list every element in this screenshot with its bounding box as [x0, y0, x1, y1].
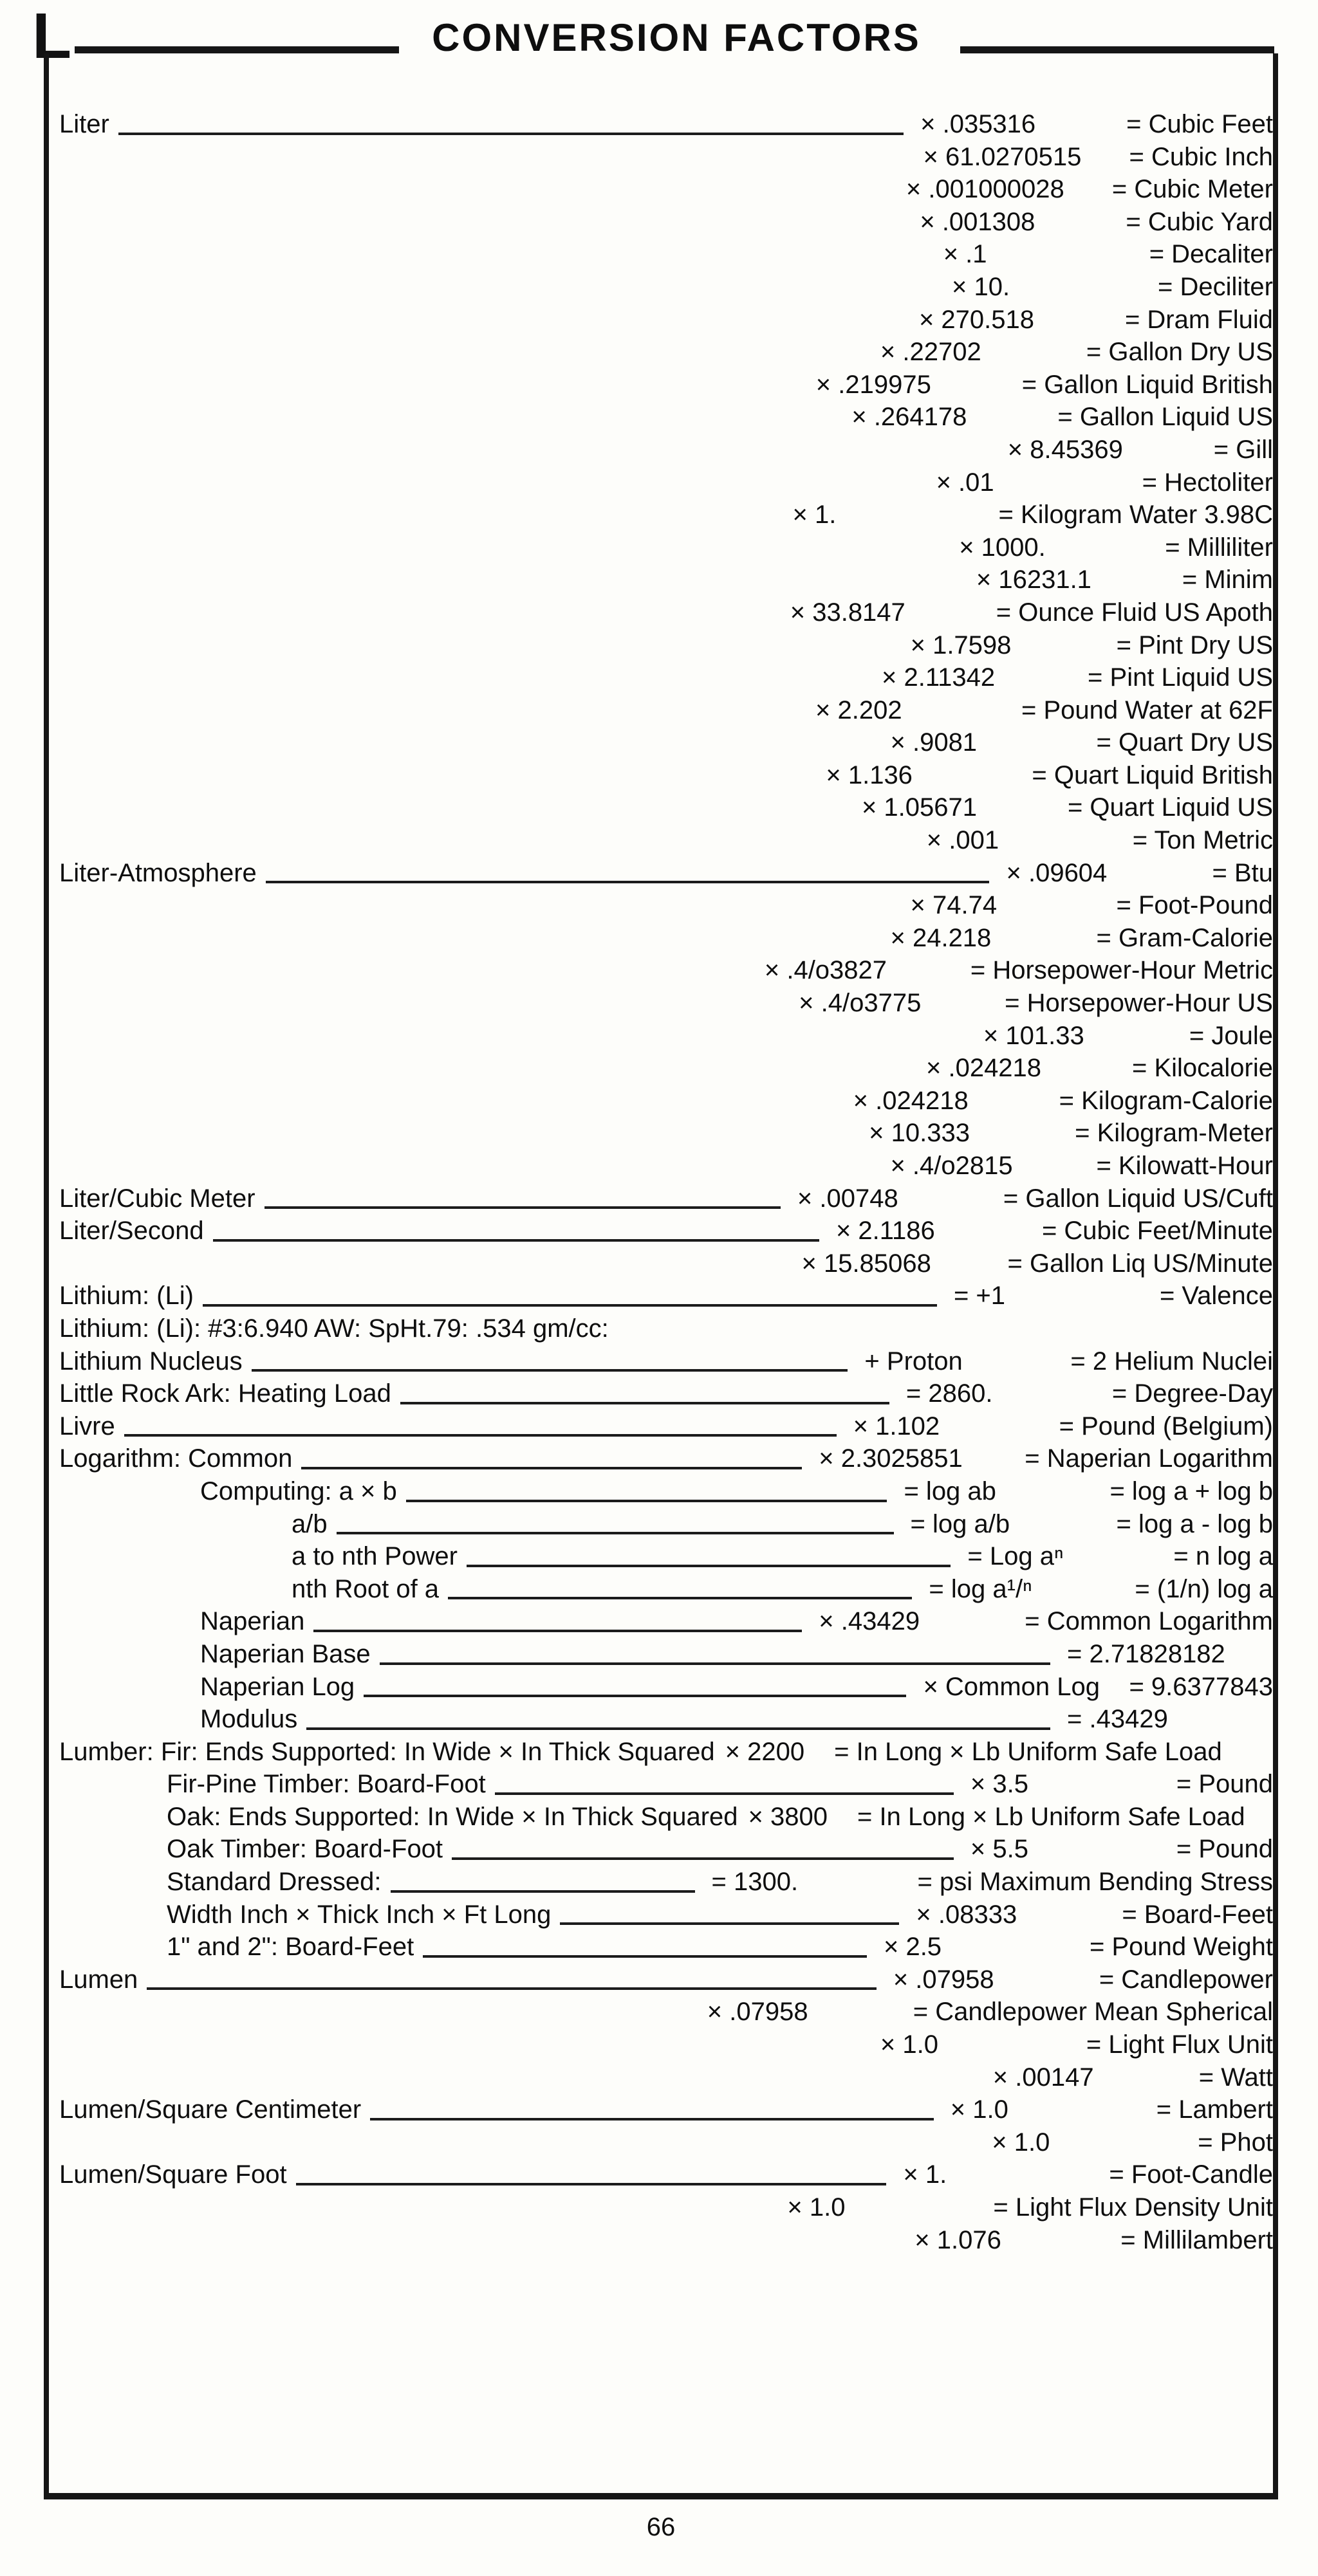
- row-factor: = +1: [953, 1282, 1006, 1311]
- row-result: = Cubic Feet: [1126, 110, 1273, 138]
- row-factor: = log a/b: [910, 1509, 1010, 1538]
- row-result: = Pint Dry US: [1116, 630, 1273, 659]
- table-row: [49, 1671, 1273, 1704]
- table-row: [49, 336, 1273, 369]
- table-row: [49, 1150, 1273, 1182]
- row-result: = Phot: [1198, 2128, 1273, 2157]
- row-result: = Ounce Fluid US Apoth: [996, 598, 1273, 627]
- table-row: [49, 499, 1273, 531]
- table-row: [49, 1605, 1273, 1638]
- row-label: Lithium: (Li): #3:6.940 AW: SpHt.79: .534 gm/cc:: [59, 1314, 609, 1343]
- row-factor: × 1.0: [992, 2128, 1050, 2157]
- row-label: a/b: [292, 1509, 328, 1538]
- table-row: [49, 564, 1273, 596]
- row-result: = psi Maximum Bending Stress: [917, 1868, 1273, 1897]
- row-result: = Ton Metric: [1132, 826, 1273, 855]
- row-label: Little Rock Ark: Heating Load: [59, 1379, 391, 1408]
- row-label: nth Root of a: [292, 1574, 440, 1603]
- row-result: = Kilowatt-Hour: [1096, 1152, 1273, 1180]
- row-result: = Pound Water at 62F: [1021, 695, 1273, 724]
- table-row: [49, 1377, 1273, 1410]
- row-label: Oak: Ends Supported: In Wide × In Thick Squared: [167, 1802, 738, 1831]
- row-label: Lumen: [59, 1965, 138, 1994]
- table-row: [49, 726, 1273, 759]
- row-factor: × 61.0270515: [923, 142, 1082, 171]
- row-result: = Quart Dry US: [1096, 728, 1273, 757]
- table-row: [49, 2224, 1273, 2257]
- row-label: Standard Dressed:: [167, 1868, 382, 1897]
- row-factor: × 10.: [952, 272, 1010, 301]
- table-row: [49, 1085, 1273, 1118]
- row-factor: × .024218: [853, 1086, 969, 1115]
- letter-tab: L: [32, 0, 72, 72]
- row-factor: × .00147: [992, 2063, 1094, 2092]
- table-row: [49, 2061, 1273, 2094]
- row-factor: × 1.102: [853, 1412, 940, 1440]
- row-factor: + Proton: [864, 1347, 963, 1375]
- table-row: [49, 2158, 1273, 2191]
- row-result: = Cubic Feet/Minute: [1041, 1217, 1273, 1246]
- leader-line: [306, 1727, 1050, 1730]
- row-factor: × 2200: [725, 1737, 805, 1766]
- table-row: [49, 1736, 1273, 1769]
- row-result: = Candlepower: [1099, 1965, 1273, 1994]
- row-result: = Light Flux Unit: [1086, 2030, 1273, 2059]
- table-row: [49, 1247, 1273, 1280]
- leader-line: [118, 133, 904, 135]
- row-factor: × 1.7598: [910, 630, 1012, 659]
- row-factor: = 2.71828182: [1067, 1639, 1225, 1668]
- row-result: = log a + log b: [1109, 1477, 1273, 1505]
- table-row: [49, 889, 1273, 922]
- table-row: [49, 629, 1273, 662]
- row-label: Lithium: (Li): [59, 1282, 194, 1311]
- row-label: Logarithm: Common: [59, 1444, 293, 1473]
- row-result: = Foot-Candle: [1109, 2160, 1273, 2189]
- row-label: Liter-Atmosphere: [59, 858, 257, 887]
- row-label: Width Inch × Thick Inch × Ft Long: [167, 1900, 552, 1929]
- row-result: = 9.6377843: [1129, 1672, 1273, 1701]
- row-result: = Kilogram-Calorie: [1059, 1086, 1273, 1115]
- row-factor: × 15.85068: [801, 1249, 931, 1278]
- table-row: [49, 108, 1273, 141]
- row-label: Naperian: [200, 1607, 305, 1636]
- table-row: [49, 369, 1273, 401]
- row-result: = In Long × Lb Uniform Safe Load: [834, 1737, 1222, 1766]
- row-result: = Board-Feet: [1122, 1900, 1273, 1929]
- row-factor: × 1.05671: [861, 793, 977, 822]
- row-result: = Candlepower Mean Spherical: [913, 1998, 1273, 2027]
- row-factor: × 10.333: [869, 1119, 970, 1148]
- table-row: [49, 271, 1273, 304]
- row-factor: × .035316: [920, 110, 1036, 138]
- table-row: [49, 141, 1273, 174]
- leader-line: [452, 1857, 954, 1860]
- row-factor: × 16231.1: [976, 566, 1091, 594]
- leader-line: [380, 1662, 1050, 1665]
- row-factor: × 1.: [792, 501, 837, 529]
- row-result: = Watt: [1198, 2063, 1273, 2092]
- row-result: = Common Logarithm: [1025, 1607, 1273, 1636]
- row-factor: × 2.1186: [835, 1217, 935, 1246]
- row-factor: × 33.8147: [790, 598, 905, 627]
- row-label: Lumen/Square Foot: [59, 2160, 287, 2189]
- row-result: = In Long × Lb Uniform Safe Load: [857, 1802, 1245, 1831]
- leader-line: [467, 1565, 951, 1567]
- table-row: [49, 238, 1273, 271]
- row-label: Liter/Cubic Meter: [59, 1184, 255, 1213]
- row-factor: × .00748: [797, 1184, 898, 1213]
- row-factor: × 2.202: [815, 695, 902, 724]
- leader-line: [337, 1532, 894, 1534]
- table-row: [49, 1508, 1273, 1541]
- table-row: [49, 1020, 1273, 1053]
- table-row: [49, 531, 1273, 564]
- leader-line: [266, 881, 990, 883]
- row-factor: × .264178: [851, 403, 967, 432]
- leader-line: [124, 1434, 837, 1437]
- leader-line: [364, 1695, 906, 1697]
- leader-line: [448, 1597, 912, 1599]
- row-result: = Millilambert: [1120, 2225, 1273, 2254]
- row-result: = Hectoliter: [1142, 468, 1273, 497]
- table-row: [49, 1117, 1273, 1150]
- row-factor: × Common Log: [923, 1672, 1100, 1701]
- row-label: 1" and 2": Board-Feet: [167, 1933, 414, 1962]
- leader-line: [406, 1500, 887, 1502]
- leader-line: [301, 1467, 802, 1469]
- leader-line: [495, 1792, 954, 1795]
- table-row: [49, 206, 1273, 239]
- row-factor: = Log aⁿ: [967, 1542, 1064, 1571]
- table-row: [49, 1866, 1273, 1899]
- row-result: = Degree-Day: [1111, 1379, 1273, 1408]
- row-result: = Gallon Liquid US: [1057, 403, 1273, 432]
- table-row: [49, 596, 1273, 629]
- table-row: [49, 1182, 1273, 1215]
- table-row: [49, 2093, 1273, 2126]
- row-result: = Light Flux Density Unit: [993, 2193, 1273, 2222]
- row-result: = Quart Liquid US: [1067, 793, 1273, 822]
- row-factor: × 3800: [748, 1802, 828, 1831]
- leader-line: [560, 1922, 899, 1925]
- table-row: [49, 1410, 1273, 1443]
- table-row: [49, 1052, 1273, 1085]
- row-label: Naperian Log: [200, 1672, 355, 1701]
- row-result: = Gram-Calorie: [1096, 923, 1273, 952]
- header-rule-left: [75, 46, 399, 53]
- table-row: [49, 1475, 1273, 1508]
- row-factor: = 1300.: [711, 1868, 799, 1897]
- row-result: = Minim: [1182, 566, 1273, 594]
- row-result: = Cubic Inch: [1129, 142, 1273, 171]
- table-row: [49, 922, 1273, 955]
- table-row: [49, 173, 1273, 206]
- row-result: = Quart Liquid British: [1032, 760, 1273, 789]
- row-factor: × .07958: [707, 1998, 808, 2027]
- leader-line: [313, 1630, 802, 1632]
- row-result: = Foot-Pound: [1116, 891, 1273, 920]
- row-label: Livre: [59, 1412, 115, 1440]
- row-result: = log a - log b: [1116, 1509, 1273, 1538]
- row-result: = Pound Weight: [1089, 1933, 1273, 1962]
- row-result: = 2 Helium Nuclei: [1070, 1347, 1273, 1375]
- row-result: = Horsepower-Hour US: [1005, 989, 1273, 1018]
- leader-line: [296, 2183, 887, 2185]
- row-result: = Naperian Logarithm: [1025, 1444, 1273, 1473]
- table-row: [49, 1312, 1273, 1345]
- row-result: = Pint Liquid US: [1088, 663, 1273, 692]
- header-rule-right: [960, 46, 1274, 53]
- row-result: = Joule: [1189, 1021, 1273, 1050]
- row-factor: × 3.5: [970, 1770, 1028, 1799]
- row-factor: = log ab: [904, 1477, 996, 1505]
- row-factor: × 1000.: [959, 533, 1046, 562]
- row-result: = Valence: [1159, 1282, 1273, 1311]
- table-row: [49, 466, 1273, 499]
- row-label: Modulus: [200, 1705, 298, 1734]
- row-factor: × 5.5: [970, 1835, 1028, 1864]
- table-row: [49, 1833, 1273, 1866]
- row-result: = Gill: [1213, 435, 1273, 464]
- table-row: [49, 987, 1273, 1020]
- row-factor: × 1.0: [880, 2030, 938, 2059]
- row-factor: × .9081: [890, 728, 978, 757]
- page-number: 66: [646, 2513, 676, 2541]
- row-factor: × 101.33: [983, 1021, 1084, 1050]
- row-result: = Decaliter: [1149, 240, 1273, 269]
- row-factor: × 270.518: [918, 305, 1034, 334]
- row-factor: × 8.45369: [1007, 435, 1123, 464]
- row-label: Lumber: Fir: Ends Supported: In Wide × In Thick Squared: [59, 1737, 715, 1766]
- table-row: [49, 694, 1273, 727]
- table-row: [49, 824, 1273, 857]
- row-factor: = 2860.: [905, 1379, 993, 1408]
- row-result: = n log a: [1173, 1542, 1273, 1571]
- row-factor: × 2.3025851: [819, 1444, 963, 1473]
- conversion-table: [49, 108, 1273, 2256]
- row-label: a to nth Power: [292, 1542, 458, 1571]
- row-factor: × .001: [926, 826, 999, 855]
- row-result: = (1/n) log a: [1135, 1574, 1273, 1603]
- row-label: Fir-Pine Timber: Board-Foot: [167, 1770, 486, 1799]
- table-row: [49, 1638, 1273, 1671]
- table-row: [49, 1768, 1273, 1801]
- row-result: = Gallon Dry US: [1086, 338, 1273, 367]
- row-factor: × .07958: [893, 1965, 994, 1994]
- row-result: = Gallon Liquid US/Cuft: [1003, 1184, 1273, 1213]
- table-row: [49, 661, 1273, 694]
- conversion-factors-box: [44, 53, 1278, 2499]
- table-row: [49, 401, 1273, 434]
- row-factor: × 24.218: [890, 923, 992, 952]
- leader-line: [400, 1402, 889, 1404]
- row-factor: × 1.076: [914, 2225, 1001, 2254]
- row-result: = Gallon Liq US/Minute: [1007, 1249, 1273, 1278]
- table-row: [49, 954, 1273, 987]
- leader-line: [265, 1206, 781, 1209]
- row-label: Oak Timber: Board-Foot: [167, 1835, 443, 1864]
- row-result: = Dram Fluid: [1124, 305, 1273, 334]
- table-row: [49, 1801, 1273, 1834]
- table-row: [49, 1931, 1273, 1964]
- table-row: [49, 1280, 1273, 1312]
- row-result: = Horsepower-Hour Metric: [970, 956, 1273, 985]
- row-factor: × .219975: [815, 370, 931, 399]
- table-row: [49, 434, 1273, 466]
- table-row: [49, 1215, 1273, 1247]
- leader-line: [391, 1890, 695, 1893]
- table-row: [49, 1964, 1273, 1996]
- row-factor: × .001308: [920, 207, 1035, 236]
- row-label: Lumen/Square Centimeter: [59, 2095, 362, 2124]
- leader-line: [147, 1987, 877, 1990]
- leader-line: [203, 1304, 937, 1307]
- table-row: [49, 1996, 1273, 2029]
- row-factor: × .09604: [1006, 858, 1108, 887]
- row-factor: × .4/o3827: [764, 956, 887, 985]
- row-label: Computing: a × b: [200, 1477, 397, 1505]
- row-factor: × .22702: [880, 338, 981, 367]
- row-label: Naperian Base: [200, 1639, 371, 1668]
- row-result: = Pound: [1176, 1835, 1273, 1864]
- row-factor: × 1.0: [787, 2193, 846, 2222]
- row-factor: × .4/o2815: [890, 1152, 1013, 1180]
- row-factor: × .01: [936, 468, 994, 497]
- row-result: = Kilogram Water 3.98C: [998, 501, 1273, 529]
- row-result: = Pound (Belgium): [1059, 1412, 1273, 1440]
- leader-line: [252, 1369, 848, 1372]
- row-result: = Cubic Yard: [1126, 207, 1273, 236]
- table-row: [49, 1540, 1273, 1573]
- leader-line: [370, 2118, 934, 2121]
- leader-line: [213, 1239, 819, 1242]
- leader-line: [423, 1955, 867, 1958]
- row-factor: × .43429: [819, 1607, 920, 1636]
- row-factor: × .001000028: [905, 175, 1064, 204]
- row-factor: × 1.136: [826, 760, 913, 789]
- row-factor: × .1: [943, 240, 987, 269]
- row-label: Lithium Nucleus: [59, 1347, 243, 1375]
- row-factor: × 1.: [903, 2160, 947, 2189]
- table-row: [49, 1899, 1273, 1931]
- page-title: CONVERSION FACTORS: [432, 16, 921, 59]
- row-factor: × .4/o3775: [799, 989, 922, 1018]
- row-result: = Deciliter: [1158, 272, 1273, 301]
- row-result: = Lambert: [1156, 2095, 1273, 2124]
- table-row: [49, 1573, 1273, 1606]
- row-factor: × 74.74: [910, 891, 998, 920]
- row-factor: × .08333: [916, 1900, 1017, 1929]
- row-factor: × 2.5: [883, 1933, 942, 1962]
- row-result: = Pound: [1176, 1770, 1273, 1799]
- row-factor: × 1.0: [950, 2095, 1008, 2124]
- row-result: = Milliliter: [1165, 533, 1273, 562]
- table-row: [49, 1442, 1273, 1475]
- table-row: [49, 791, 1273, 824]
- table-row: [49, 1345, 1273, 1378]
- row-label: Liter/Second: [59, 1217, 204, 1246]
- table-row: [49, 2126, 1273, 2159]
- row-result: = Btu: [1212, 858, 1273, 887]
- table-row: [49, 304, 1273, 336]
- row-factor: × .024218: [925, 1054, 1042, 1083]
- table-row: [49, 2191, 1273, 2224]
- row-factor: × 2.11342: [882, 663, 996, 692]
- table-row: [49, 1703, 1273, 1736]
- row-factor: = .43429: [1067, 1705, 1168, 1734]
- row-result: = Kilogram-Meter: [1075, 1119, 1273, 1148]
- row-label: Liter: [59, 110, 109, 138]
- table-row: [49, 2029, 1273, 2061]
- table-row: [49, 759, 1273, 792]
- row-factor: = log a¹/ⁿ: [929, 1574, 1032, 1603]
- table-row: [49, 857, 1273, 890]
- row-result: = Gallon Liquid British: [1021, 370, 1273, 399]
- row-result: = Cubic Meter: [1111, 175, 1273, 204]
- row-result: = Kilocalorie: [1131, 1054, 1273, 1083]
